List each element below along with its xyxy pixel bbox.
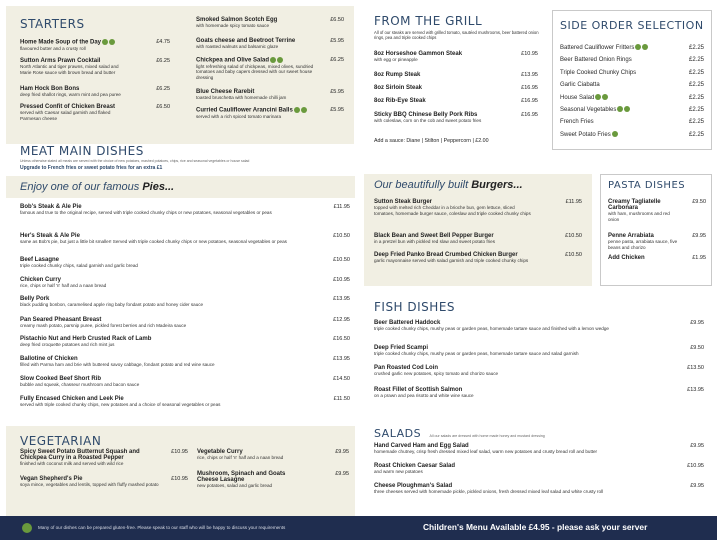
menu-item-price: £9.50 [692, 199, 706, 205]
menu-item-price: £16.95 [521, 85, 538, 91]
menu-item-name: Her's Steak & Ale Pie [20, 233, 80, 239]
menu-item-description: finished with coconut milk and served with wild rice [20, 461, 124, 466]
menu-item-name: Add Chicken [608, 255, 645, 261]
salads-title: SALADS [374, 427, 422, 440]
menu-item [196, 89, 344, 101]
menu-item-price: £9.95 [690, 320, 704, 326]
menu-item-price: £13.95 [687, 387, 704, 393]
vegetarian-icon [277, 57, 283, 63]
menu-item-name: 8oz Rib-Eye Steak [374, 98, 426, 104]
menu-item-name: Vegetable Curry [197, 449, 243, 455]
vegetarian-icon [612, 131, 618, 137]
vegetarian-icon [301, 107, 307, 113]
menu-item-description: served with Caesar salad garnish and flaked Parmesan cheese [20, 110, 111, 121]
menu-item [20, 277, 350, 289]
menu-item-price: £10.95 [521, 51, 538, 57]
menu-item-description: bubble and squeak, chasseur mushroom and bacon sauce [20, 382, 140, 387]
pies-heading [20, 181, 174, 193]
menu-item-name: Pan Roasted Cod Loin [374, 365, 439, 371]
side-item-name: French Fries [560, 119, 594, 126]
side-item-name: House Salad [560, 94, 595, 101]
menu-item-description: with roasted walnuts and balsamic glaze [196, 44, 279, 49]
grill-sauce: Add a sauce: Diane | Stilton | Peppercorn | £2.00 [374, 138, 489, 144]
menu-item-price: £13.50 [687, 365, 704, 371]
menu-item-name: Sutton Arms Prawn Cocktail [20, 58, 101, 64]
menu-item-price: £10.95 [333, 277, 350, 283]
menu-item-price: £13.95 [333, 356, 350, 362]
menu-item [20, 39, 170, 51]
menu-item [374, 199, 582, 216]
menu-item-price: £10.50 [333, 257, 350, 263]
fish-title: FISH DISHES [374, 300, 456, 314]
menu-item-description: creamy mash potato, parsnip puree, pickled forest berries and rich Madeira sauce [20, 323, 187, 328]
menu-item-name: Chicken Curry [20, 277, 62, 283]
side-item [560, 42, 704, 54]
menu-item [197, 471, 349, 489]
menu-item [20, 356, 350, 368]
side-item-price: £2.25 [688, 94, 704, 101]
menu-item-name: Vegan Shepherd's Pie [20, 476, 83, 482]
menu-item [374, 365, 704, 377]
menu-item [374, 252, 582, 264]
menu-item-name: Sutton Steak Burger [374, 199, 433, 205]
menu-item-name: Beer Battered Haddock [374, 320, 441, 326]
meat-title: MEAT MAIN DISHES [20, 144, 144, 158]
menu-item-price: £6.50 [330, 17, 344, 23]
menu-item-description: penne pasta, arrabiata sauce, five beans and chorizo [608, 239, 678, 250]
menu-item-description: and warm new potatoes [374, 469, 423, 474]
menu-item-name: 8oz Rump Steak [374, 72, 421, 78]
menu-item-name: Penne Arrabiata [608, 233, 654, 239]
menu-item [374, 112, 538, 124]
menu-item [374, 463, 704, 475]
vegetarian-icon [102, 39, 108, 45]
menu-item-price: £4.75 [156, 39, 170, 45]
side-item-name: Seasonal Vegetables [560, 106, 617, 113]
menu-item [608, 199, 706, 222]
menu-item-name: Slow Cooked Beef Short Rib [20, 376, 102, 382]
vegetarian-icon [635, 44, 641, 50]
menu-item [20, 449, 188, 467]
menu-item-price: £11.50 [333, 396, 350, 402]
menu-item-name: Black Bean and Sweet Bell Pepper Burger [374, 233, 494, 239]
vegetarian-title: VEGETARIAN [20, 434, 102, 448]
menu-item-price: £10.95 [687, 463, 704, 469]
menu-item-price: £11.95 [333, 204, 350, 210]
vegetarian-icon [595, 94, 601, 100]
menu-item-price: £5.95 [330, 107, 344, 113]
burgers-prefix: Our beautifully built [374, 179, 469, 191]
side-item [560, 104, 704, 116]
gluten-free-icon [22, 523, 32, 533]
menu-item [20, 104, 170, 121]
menu-item-price: £9.95 [335, 449, 349, 455]
menu-item [608, 255, 706, 261]
menu-item [374, 98, 538, 104]
menu-item-name: Blue Cheese Rarebit [196, 89, 255, 95]
menu-item-description: three cheeses served with homemade pickle, pickled onions, fresh dressed mixed leaf salad and white crusty roll [374, 489, 604, 494]
side-item [560, 54, 704, 66]
menu-item-price: £10.95 [171, 476, 188, 482]
menu-item [374, 51, 538, 63]
menu-item-price: £5.95 [330, 38, 344, 44]
menu-item-price: £14.50 [333, 376, 350, 382]
menu-item-description: homemade chutney, crisp fresh dressed mixed leaf salad, warm new potatoes and crusty bread roll and butter [374, 449, 598, 454]
side-item-price: £2.25 [688, 82, 704, 89]
menu-item-description: black pudding bonbon, caramelised apple ring baby fondant potato and honey cider sauce [20, 302, 204, 307]
menu-item-price: £1.95 [692, 255, 706, 261]
menu-item-description: with ham, mushrooms and red onion [608, 211, 670, 222]
menu-item-price: £16.95 [521, 98, 538, 104]
menu-item-description: new potatoes, salad and garlic bread [197, 483, 273, 488]
menu-item-name: Fully Encased Chicken and Leek Pie [20, 396, 124, 402]
menu-item-description: triple cooked chunky chips, salad garnish and garlic bread [20, 263, 138, 268]
gluten-free-note: Many of our dishes can be prepared gluten-free. Please speak to our staff who will be happy to discuss your requirements [38, 525, 286, 530]
menu-item-name: Chickpea and Olive Salad [196, 57, 316, 64]
side-item [560, 92, 704, 104]
menu-item [20, 233, 350, 245]
menu-item-description: with homemade spicy tomato sauce [196, 23, 270, 28]
menu-item-price: £6.25 [156, 86, 170, 92]
sides-list [560, 42, 704, 141]
side-item-price: £2.25 [688, 45, 704, 51]
menu-item [20, 257, 350, 269]
menu-item [20, 296, 350, 308]
side-item [560, 79, 704, 91]
burgers-heading [374, 179, 523, 191]
menu-item-price: £6.25 [330, 57, 344, 63]
menu-item-description: served with a rich spiced tomato marinara [196, 113, 282, 119]
side-item-price: £2.25 [688, 69, 704, 76]
menu-item-name: Ballotine of Chicken [20, 356, 78, 362]
menu-item [20, 86, 170, 98]
menu-item-description: North Atlantic and tiger prawns, mixed salad and Marie Rose sauce with brown bread and butter [20, 64, 119, 75]
side-item-name: Triple Cooked Chunky Chips [560, 69, 637, 76]
menu-item-price: £10.50 [333, 233, 350, 239]
menu-item-name: Pressed Confit of Chicken Breast [20, 104, 116, 110]
side-item-price: £2.25 [688, 119, 704, 126]
menu-item-name: Bob's Steak & Ale Pie [20, 204, 82, 210]
menu-item [20, 396, 350, 408]
vegetarian-icon [602, 94, 608, 100]
vegetarian-icon [294, 107, 300, 113]
side-item-price: £2.25 [688, 106, 704, 113]
menu-item-price: £5.95 [330, 89, 344, 95]
menu-item-name: Sticky BBQ Chinese Belly Pork Ribs [374, 112, 478, 118]
menu-item-description: rice, chips or half 'n' half and a naan bread [20, 283, 107, 288]
menu-item-description: light refreshing salad of chickpeas, mixed olives, sundried tomatoes and baby capers dressed with our sweet house dressing [196, 63, 314, 80]
side-item-name: Garlic Ciabatta [560, 82, 600, 89]
menu-item [20, 317, 350, 329]
menu-item-description: soya mince, vegetables and lentils, topped with fluffy mashed potato [20, 482, 159, 487]
menu-item-price: £9.50 [690, 345, 704, 351]
menu-item-description: toasted bruschetta with homemade chilli jam [196, 95, 287, 100]
menu-item [608, 233, 706, 250]
menu-item-name: Deep Fried Scampi [374, 345, 429, 351]
pasta-title: PASTA DISHES [608, 180, 686, 191]
menu-item-name: Roast Chicken Caesar Salad [374, 463, 456, 469]
menu-item-name: Hand Carved Ham and Egg Salad [374, 443, 469, 449]
side-item-name: Beer Battered Onion Rings [560, 57, 632, 64]
menu-item-name: Pistachio Nut and Herb Crusted Rack of Lamb [20, 336, 152, 342]
meat-upgrade: Upgrade to French fries or sweet potato fries for an extra £1 [20, 165, 163, 171]
side-item [560, 129, 704, 141]
menu-item-name: Ham Hock Bon Bons [20, 86, 80, 92]
menu-item-price: £13.95 [333, 296, 350, 302]
salads-heading [374, 424, 545, 442]
pies-prefix: Enjoy one of our famous [20, 181, 140, 193]
side-item-price: £2.25 [688, 131, 704, 138]
menu-item-description: triple cooked chunky chips, mushy peas or garden peas, homemade tartare sauce and salad garnish [374, 351, 579, 356]
vegetarian-icon [109, 39, 115, 45]
menu-item-price: £11.95 [565, 199, 582, 205]
footer-bar [0, 516, 717, 540]
childrens-menu-note: Children's Menu Available £4.95 - please ask your server [423, 522, 648, 532]
menu-item [196, 107, 344, 119]
vegetarian-icon [617, 106, 623, 112]
pies-word: Pies... [142, 181, 175, 193]
menu-item [374, 387, 704, 399]
menu-item-name: 8oz Horseshoe Gammon Steak [374, 51, 463, 57]
menu-item-description: on a prawn and pea risotto and white wine sauce [374, 393, 474, 398]
menu-item-description: topped with melted rich Cheddar in a brioche bun, gem lettuce, sliced tomatoes, homemade burger sauce, coleslaw and triple cooked chunky chips [374, 205, 531, 216]
menu-item-name: Goats cheese and Beetroot Terrine [196, 38, 296, 44]
menu-item [374, 443, 704, 455]
menu-item-name: Belly Pork [20, 296, 50, 302]
menu-item-price: £10.50 [565, 233, 582, 239]
menu-item-price: £10.95 [171, 449, 188, 455]
menu-item-name: Beef Lasagne [20, 257, 60, 263]
menu-item [374, 233, 582, 245]
vegetarian-icon [270, 57, 276, 63]
menu-item-price: £6.50 [156, 104, 170, 110]
menu-item-description: rice, chips or half 'n' half and a naan bread [197, 455, 284, 460]
vegetarian-icon [624, 106, 630, 112]
menu-item-description: crushed garlic new potatoes, spicy tomato and chorizo sauce [374, 371, 499, 376]
menu-item [374, 85, 538, 91]
menu-item-price: £9.95 [335, 471, 349, 477]
menu-item-description: filled with Parma ham and brie with buttered savoy cabbage, fondant potato and red wine sauce [20, 362, 215, 367]
burgers-word: Burgers... [471, 179, 523, 191]
menu-item [374, 320, 704, 332]
menu-item-name: Mushroom, Spinach and Goats Cheese Lasagne [197, 471, 286, 483]
starters-title: STARTERS [20, 17, 85, 31]
menu-item [20, 58, 170, 75]
menu-item [374, 72, 538, 78]
sides-title: SIDE ORDER SELECTION [560, 19, 704, 32]
menu-item-description: served with triple cooked chunky chips, new potatoes and a choice of seasonal vegetables or peas [20, 402, 221, 407]
side-item [560, 67, 704, 79]
menu-item-name: 8oz Sirloin Steak [374, 85, 423, 91]
menu-item-name: Roast Fillet of Scottish Salmon [374, 387, 463, 393]
menu-item-description: garlic mayonnaise served with salad garnish and triple cooked chunky chips [374, 258, 529, 263]
menu-item-description: triple cooked chunky chips, mushy peas or garden peas, homemade tartare sauce and finished with a lemon wedge [374, 326, 609, 331]
menu-item [374, 483, 704, 495]
menu-item [197, 449, 349, 461]
side-item [560, 116, 704, 128]
menu-item [374, 345, 704, 357]
menu-item-price: £13.95 [521, 72, 538, 78]
menu-item-description: deep fried croquette potatoes and rich mint jus [20, 342, 115, 347]
side-item-name: Sweet Potato Fries [560, 131, 611, 138]
menu-item-price: £16.95 [521, 112, 538, 118]
menu-item-name: Smoked Salmon Scotch Egg [196, 17, 278, 23]
menu-item [196, 38, 344, 50]
vegetarian-icon [642, 44, 648, 50]
menu-item [20, 476, 188, 488]
menu-item-description: with coleslaw, corn on the cob and sweet potato fries [374, 118, 482, 123]
menu-item-price: £9.95 [690, 483, 704, 489]
menu-item-price: £9.95 [692, 233, 706, 239]
menu-item [196, 57, 344, 80]
menu-item-name: Deep Fried Panko Bread Crumbed Chicken Burger [374, 252, 518, 258]
menu-item [20, 204, 350, 216]
meat-note: Unless otherwise stated all meals are served with the choice of new potatoes, mashed potatoes, chips, rice and seasonal vegetables or house salad [20, 159, 250, 163]
grill-title: FROM THE GRILL [374, 14, 483, 28]
salads-note: All our salads are dressed with home made honey and mustard dressing [429, 434, 545, 438]
menu-item-name: Creamy Tagliatelle Carbonara [608, 199, 661, 211]
menu-item-price: £12.95 [333, 317, 350, 323]
menu-item-name: Curried Cauliflower Arancini Balls [196, 107, 316, 114]
menu-item-name: Cheese Ploughman's Salad [374, 483, 453, 489]
menu-item-description: with egg or pineapple [374, 57, 418, 62]
menu-item [20, 376, 350, 388]
menu-item-name: Spicy Sweet Potato Butternut Squash and Chickpea Curry in a Roasted Pepper [20, 449, 140, 461]
menu-item-description: famous and true to the original recipe, served with triple cooked chunky chips or new potatoes, seasonal vegetables or peas [20, 210, 272, 215]
menu-item-description: same as Bob's pie, but just a little bit smaller! Served with triple cooked chunky chips or new potatoes, seasonal vegetables or peas [20, 239, 287, 244]
side-item-price: £2.25 [688, 57, 704, 64]
menu-item-price: £6.25 [156, 58, 170, 64]
menu-item-price: £10.50 [565, 252, 582, 258]
side-item-name: Battered Cauliflower Fritters [560, 45, 635, 51]
menu-item-description: deep fried shallot rings, warm mint and pea puree [20, 92, 121, 97]
menu-item-name: Home Made Soup of the Day [20, 39, 140, 46]
menu-item-description: flavoured butter and a crusty roll [20, 45, 86, 51]
menu-item-price: £9.95 [690, 443, 704, 449]
menu-item-price: £16.50 [333, 336, 350, 342]
grill-intro: All of our steaks are served with grilled tomato, sautéed mushrooms, beer battered onion rings, pea and triple cooked chips [374, 30, 539, 40]
menu-item-name: Pan Seared Pheasant Breast [20, 317, 102, 323]
menu-item [20, 336, 350, 348]
menu-item [196, 17, 344, 29]
menu-item-description: in a pretzel bun with pickled red slaw and sweet potato fries [374, 239, 496, 244]
